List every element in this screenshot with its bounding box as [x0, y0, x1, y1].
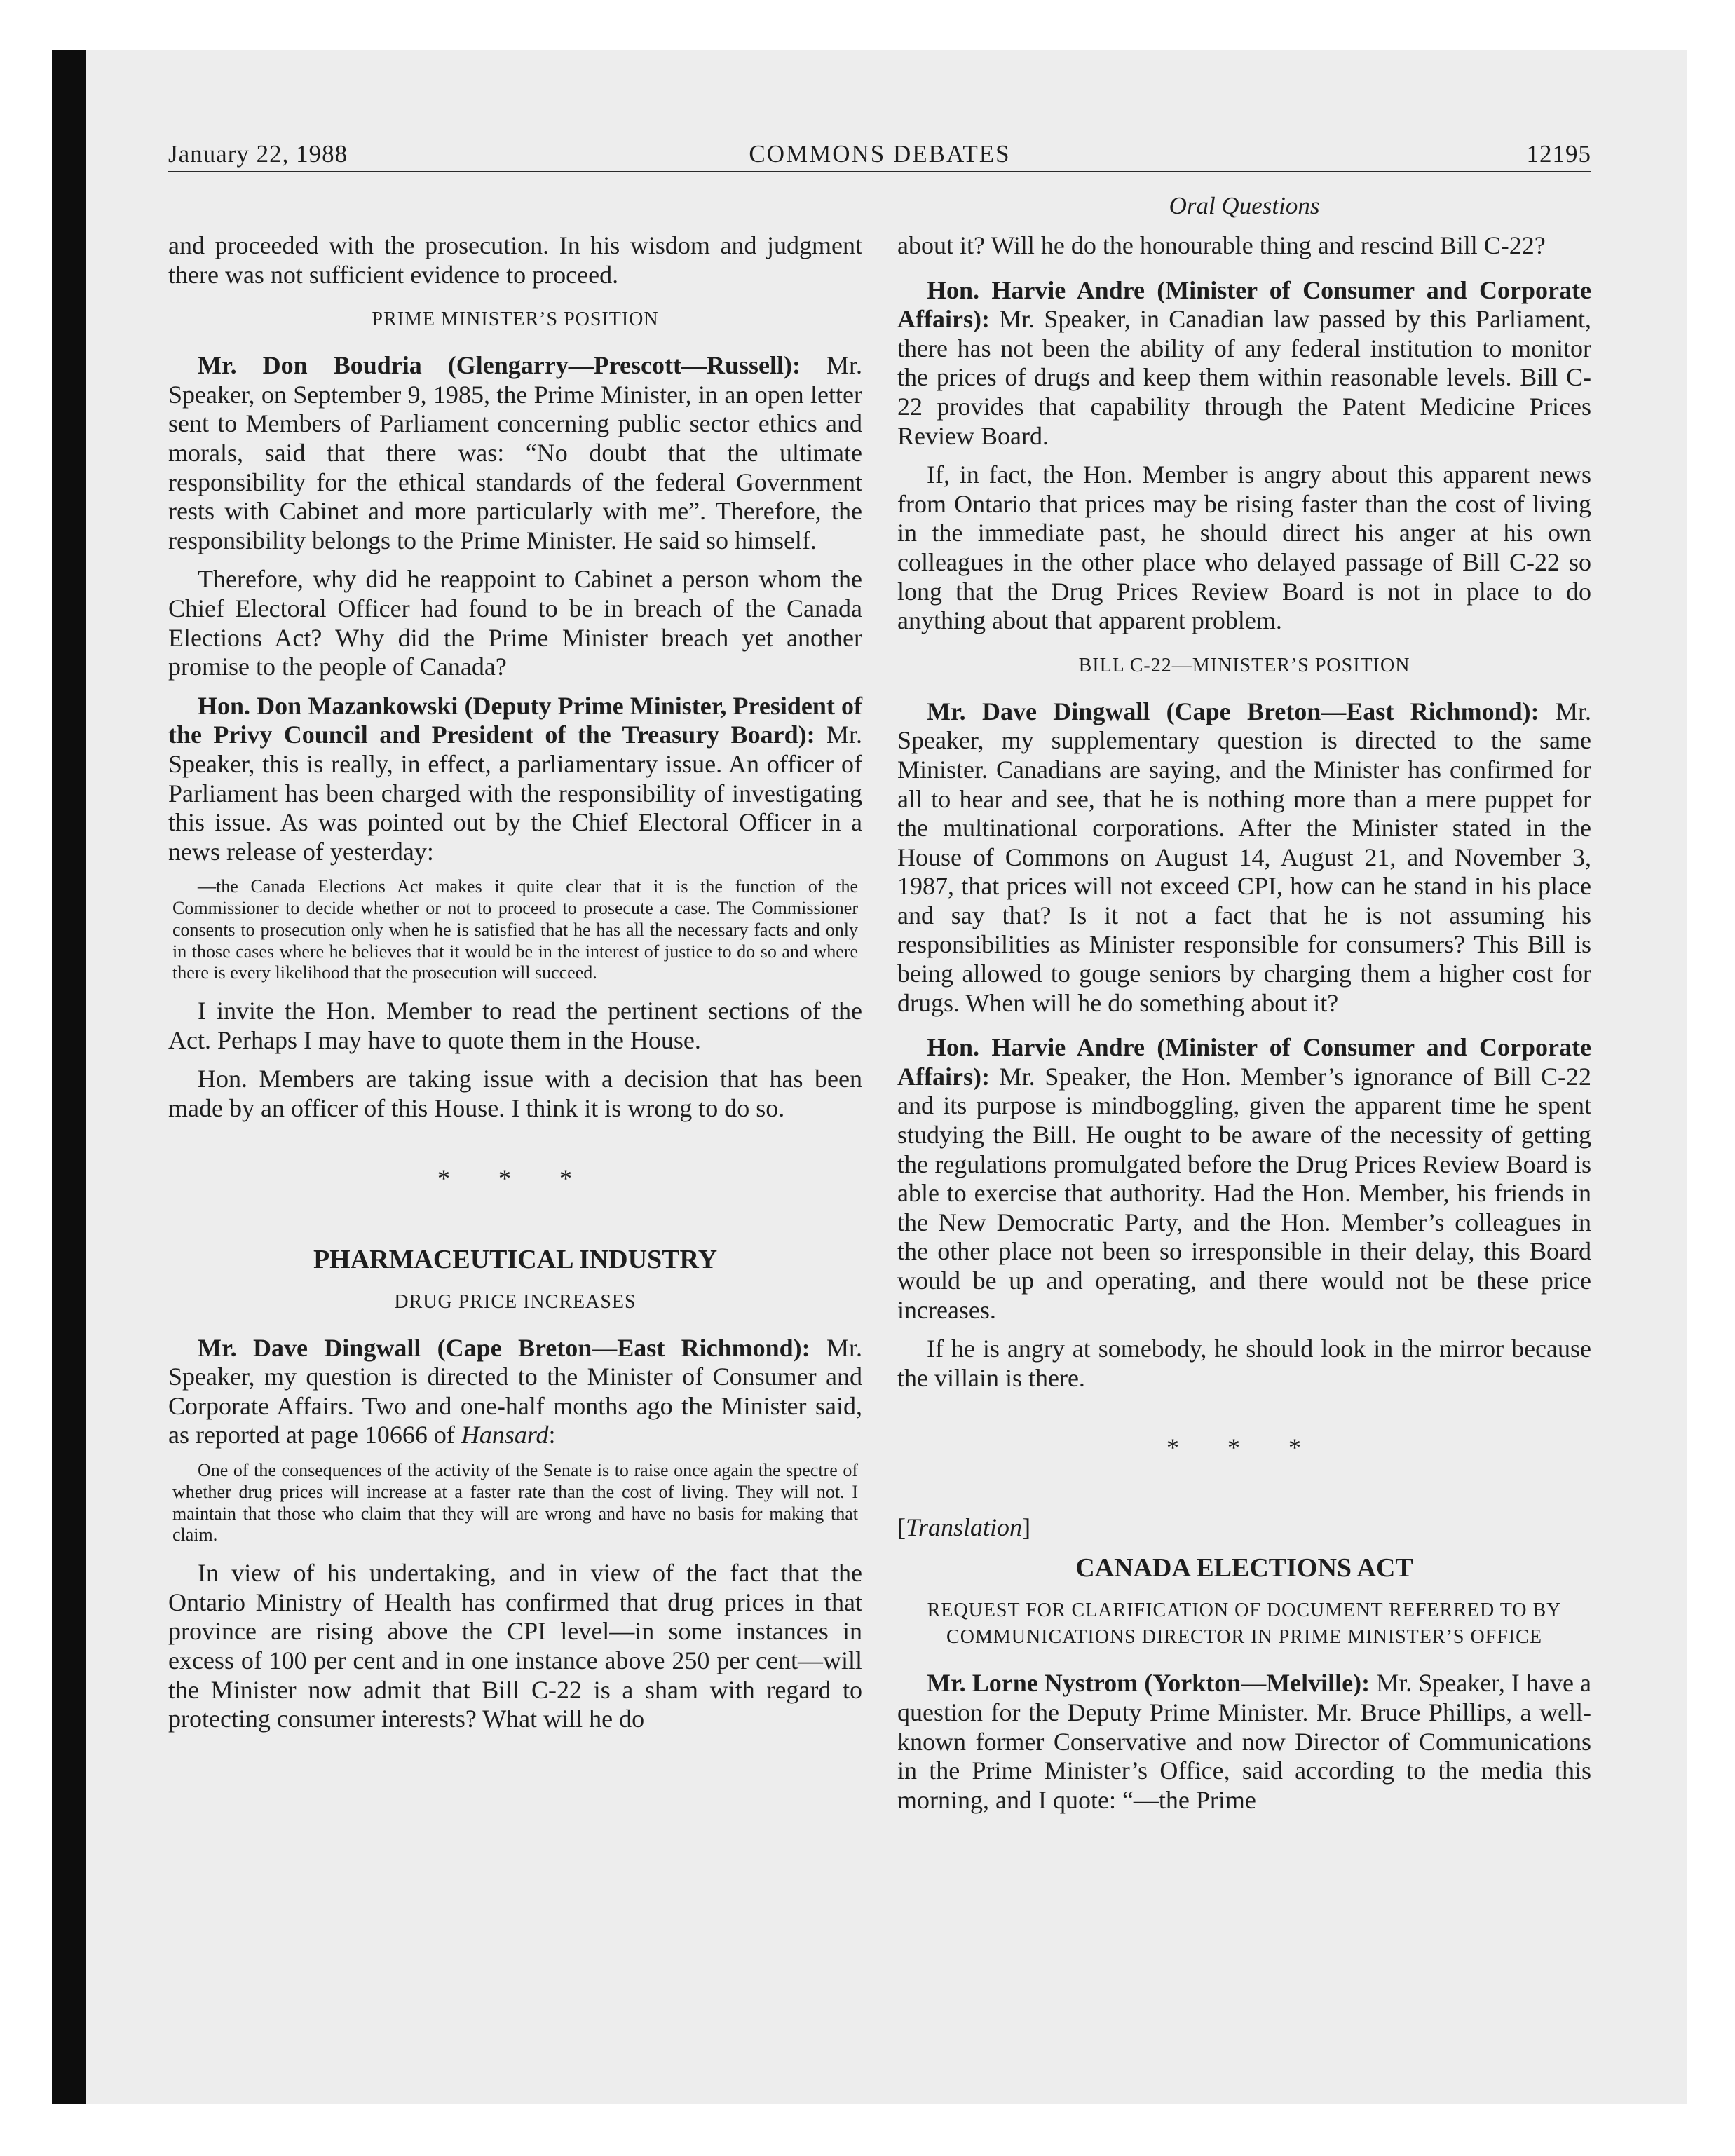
header-rule — [168, 171, 1591, 172]
paragraph — [897, 1033, 1591, 1325]
hansard-title: Hansard — [461, 1421, 549, 1449]
speech-text: Mr. Speaker, this is really, in effect, a parliamentary issue. An officer of Parliament has been charged with the responsibility of investigating this issue. As was pointed out by the Chief Electoral Officer in a news release of yesterday: — [168, 721, 862, 866]
paragraph: about it? Will he do the honourable thing and rescind Bill C-22? — [897, 231, 1546, 259]
header-page-number: 12195 — [1526, 140, 1591, 168]
speaker-name: Hon. Harvie Andre (Minister of Consumer and Corporate Affairs): — [897, 275, 1591, 334]
subheading: DRUG PRICE INCREASES — [394, 1290, 637, 1313]
block-quote: One of the consequences of the activity of the Senate is to raise once again the spectre of whether drug prices will increase at a faster rate than the cost of living. They will not. I maintain that those who claim that they will are wrong and have no basis for making that claim. — [172, 1460, 858, 1546]
speech-text: Mr. Speaker, in Canadian law passed by this Parliament, there has not been the ability of any federal institution to monitor the prices of drugs and keep them within reasonable levels. Bill C-22 provides that capability through the Patent Medicine Prices Review Board. — [897, 305, 1592, 450]
speaker-name: Hon. Harvie Andre (Minister of Consumer and Corporate Affairs): — [897, 1033, 1591, 1091]
subheading: BILL C-22—MINISTER’S POSITION — [1078, 654, 1410, 676]
speech-text: Mr. Speaker, on September 9, 1985, the Prime Minister, in an open letter sent to Members of Parliament concerning public sector ethics and morals, said that there was: “No doubt that the ultimate responsibility for the ethical standards of the federal Government rests with Cabinet and more particularly with me”. Therefore, the responsibility belongs to the Prime Minister. He said so himself. — [168, 351, 862, 554]
speaker-name: Mr. Lorne Nystrom (Yorkton—Melville): — [927, 1669, 1370, 1698]
speech-text: Mr. Speaker, my supplementary question is directed to the same Minister. Canadians are saying, and the Minister has confirmed for all to hear and see, that he is nothing more than a mere puppet for the multinational corporations. After the Minister stated in the House of Commons on August 14, August 21, and November 3, 1987, that prices will not exceed CPI, how can he stand in his place and say that? Is it not a fact that he is not assuming his responsibilities as Minister responsible for consumers? This Bill is being allowed to gouge seniors by charging them a higher cost for drugs. When will he do something about it? — [897, 697, 1592, 1017]
section-separator: * * * — [437, 1164, 593, 1192]
paragraph: I invite the Hon. Member to read the pertinent sections of the Act. Perhaps I may have to quote them in the House. — [168, 997, 862, 1054]
block-quote: —the Canada Elections Act makes it quite clear that it is the function of the Commissioner to decide whether or not to proceed to prosecute a case. The Commissioner consents to prosecution only when he is satisfied that he has all the necessary facts and only in those cases where he believes that it would be in the interest of justice to do so and where there is every likelihood that the prosecution will succeed. — [172, 876, 858, 983]
paragraph — [897, 276, 1591, 451]
paragraph: Therefore, why did he reappoint to Cabinet a person whom the Chief Electoral Officer had found to be in breach of the Canada Elections Act? Why did the Prime Minister breach yet another promise to the people of Canada? — [168, 565, 862, 681]
paragraph — [168, 692, 862, 867]
speaker-name: Mr. Dave Dingwall (Cape Breton—East Richmond): — [198, 1333, 810, 1362]
paragraph — [897, 697, 1591, 1018]
section-heading: CANADA ELECTIONS ACT — [1075, 1553, 1413, 1583]
speaker-name: Mr. Don Boudria (Glengarry—Prescott—Russell): — [198, 351, 801, 380]
paragraph: and proceeded with the prosecution. In his wisdom and judgment there was not sufficient evidence to proceed. — [168, 231, 862, 289]
binding-edge — [52, 50, 86, 2104]
section-heading: PHARMACEUTICAL INDUSTRY — [313, 1244, 718, 1274]
paragraph: Hon. Members are taking issue with a decision that has been made by an officer of this House. I think it is wrong to do so. — [168, 1065, 862, 1123]
paragraph — [897, 1669, 1591, 1815]
subheading: PRIME MINISTER’S POSITION — [372, 308, 659, 331]
left-column — [168, 231, 862, 1734]
paragraph: If, in fact, the Hon. Member is angry about this apparent news from Ontario that prices may be rising faster than the cost of living in the immediate past, he should direct his anger at his own colleagues in the other place who delayed passage of Bill C-22 so long that the Drug Prices Review Board is not in place to do anything about that apparent problem. — [897, 460, 1591, 635]
header-date: January 22, 1988 — [168, 140, 348, 168]
running-head — [168, 137, 1591, 171]
paragraph — [168, 351, 862, 555]
section-separator: * * * — [1166, 1433, 1322, 1462]
translation-note: [Translation] — [897, 1513, 1031, 1542]
speech-text: Mr. Speaker, I have a question for the Deputy Prime Minister. Mr. Bruce Phillips, a well-known former Conservative and now Director of Communications in the Prime Minister’s Office, said according to the media this morning, and I quote: “—the Prime — [897, 1669, 1592, 1814]
right-column — [897, 231, 1591, 1815]
paragraph: In view of his undertaking, and in view of the fact that the Ontario Ministry of Health has confirmed that drug prices in that province are rising above the CPI level—in some instances in excess of 100 per cent and in one instance above 250 per cent—will the Minister now admit that Bill C-22 is a sham with regard to protecting consumer interests? What will he do — [168, 1559, 862, 1733]
subheading: REQUEST FOR CLARIFICATION OF DOCUMENT REFERRED TO BY COMMUNICATIONS DIRECTOR IN PRIME MINISTER’S OFFICE — [927, 1599, 1562, 1649]
speech-text: Mr. Speaker, the Hon. Member’s ignorance of Bill C-22 and its purpose is mindboggling, given the apparent time he spent studying the Bill. He ought to be aware of the necessity of getting the regulations promulgated before the Drug Prices Review Board is able to exercise that authority. Had the Hon. Member, his friends in the New Democratic Party, and the Hon. Member’s colleagues in the other place not been so irresponsible in their delay, this Board would be up and operating, and there would not be these price increases. — [897, 1062, 1591, 1324]
paragraph: If he is angry at somebody, he should look in the mirror because the villain is there. — [897, 1335, 1591, 1392]
speaker-name: Mr. Dave Dingwall (Cape Breton—East Richmond): — [927, 697, 1539, 725]
header-journal-title: COMMONS DEBATES — [749, 140, 1011, 168]
speaker-name: Hon. Don Mazankowski (Deputy Prime Minister, President of the Privy Council and President of the Treasury Board): — [168, 691, 862, 749]
speech-text: : — [548, 1421, 556, 1449]
translation-label: Translation — [906, 1513, 1023, 1542]
section-label: Oral Questions — [1169, 192, 1320, 219]
speech-text: Mr. Speaker, my question is directed to the Minister of Consumer and Corporate Affairs. Two and one-half months ago the Minister said, as reported at page 10666 of — [168, 1333, 863, 1449]
paragraph — [168, 1334, 862, 1450]
